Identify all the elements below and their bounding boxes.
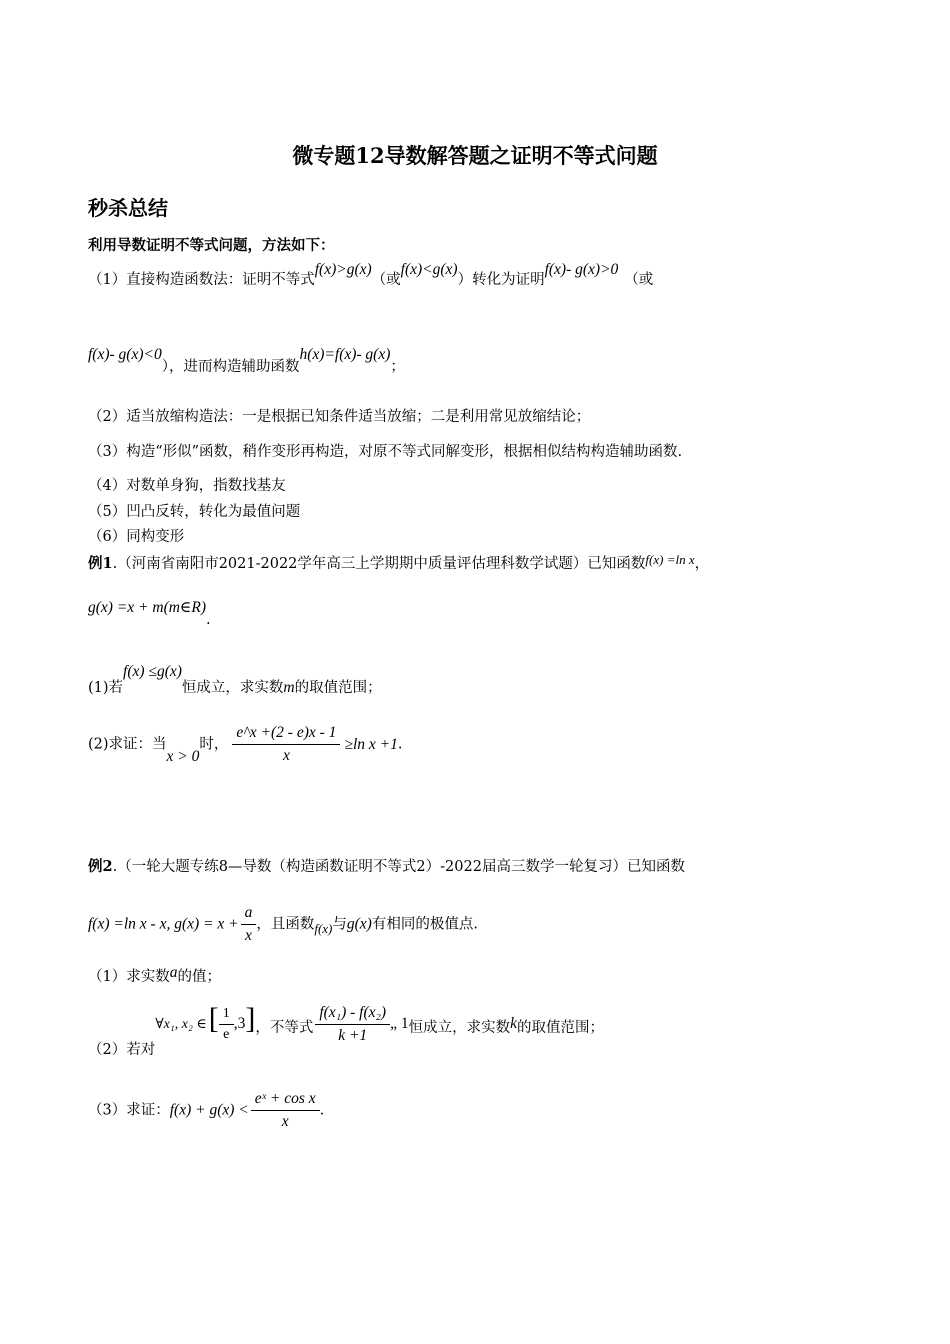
example-2-source: .（一轮大题专练8—导数（构造函数证明不等式2）-2022届高三数学一轮复习）已知函数 [112,859,685,875]
example-2-fg: f(x) =ln x - x, g(x) = x + [88,915,239,933]
example-2-q3-lhs: f(x) + g(x) < [169,1101,249,1119]
example-2-q1-pre: （1）求实数 [88,969,170,985]
example-2-def [88,904,478,945]
example-2-q3-den: x [281,1113,289,1130]
page-title: 微专题12导数解答题之证明不等式问题 [292,143,658,168]
method-1-label: （1）直接构造函数法：证明不等式 [88,272,315,288]
method-1-formula-c: f(x)- g(x)>0 [544,261,619,278]
example-1-q1-end: 的取值范围； [294,680,382,696]
example-1-q1-post: 恒成立，求实数 [181,680,284,696]
example-1-source: .（河南省南阳市2021-2022学年高三上学期期中质量评估理科数学试题）已知函数 [112,556,646,572]
example-1-q1-var: m [283,679,295,696]
example-1-f: f(x) =ln x [645,552,695,567]
example-1-q2-end: . [397,736,403,753]
example-1-q2-mid: 时， [199,736,229,753]
example-2-q3-pre: （3）求证： [88,1102,170,1119]
method-3: （3）构造“形似”函数，稍作变形再构造，对原不等式同解变形，根据相似结构构造辅助函数. [88,444,683,460]
example-2-and: 与 [332,916,347,933]
example-2-q2-interval-den: e [223,1026,230,1042]
method-1-or: （或 [371,272,401,288]
example-2-q2-rbracket: ] [245,1002,256,1035]
method-1-tail: （或 [624,272,654,288]
example-2-fname: f(x) [314,920,333,936]
example-1-header [88,552,709,573]
example-2-header [88,855,685,876]
example-2-fg-post: ，且函数 [256,916,315,933]
method-1-line [88,261,654,289]
example-2-fg-fraction [241,904,257,945]
example-2-q2-rel: „ 1 [390,1015,409,1032]
example-1-label: 例1 [88,555,113,572]
method-4: （4）对数单身狗，指数找基友 [88,478,286,494]
intro-text: 利用导数证明不等式问题，方法如下： [88,237,335,254]
method-1-end: ； [390,359,405,375]
example-1-q2-pre: (2)求证：当 [88,736,167,753]
example-1-dot: . [206,612,211,628]
example-2-fg-end: 有相同的极值点. [371,916,478,933]
example-2-q2-forall: ∀x₁, x₂ ∈ [155,1017,207,1032]
example-2-q2-den: k +1 [338,1026,368,1044]
method-1-line-2 [88,343,405,375]
example-2-q1 [88,965,221,986]
method-5: （5）凹凸反转，转化为最值问题 [88,504,301,520]
method-1-formula-a: f(x)>g(x) [314,261,372,278]
example-1-q2 [88,724,402,765]
example-2-fg-den: x [245,927,252,944]
method-1-formula-d: f(x)- g(x)<0 [88,346,162,363]
example-2-q1-var: a [169,964,178,981]
example-1-g-line [88,598,211,628]
example-2-q2-pre: （2）若对 [88,1042,156,1058]
example-2-q2-fraction [315,1004,390,1045]
method-6: （6）同构变形 [88,529,185,545]
example-1-g: g(x) =x + m(m∈R) [88,599,207,616]
example-2-q2-interval-num: 1 [219,1006,234,1025]
example-1-comma: ， [694,556,710,572]
example-1-q2-rhs: ≥ln x +1 [344,735,398,753]
example-2-q2-post: 恒成立，求实数 [408,1020,511,1036]
example-1-q2-num: e^x +(2 - e)x - 1 [232,724,340,745]
example-2-q2-var: k [510,1015,517,1032]
example-2-q1-end: 的值； [177,969,221,985]
method-2: （2）适当放缩构造法：一是根据已知条件适当放缩；二是利用常见放缩结论； [88,409,591,425]
example-2-q2-interval-tail: ,3 [233,1015,246,1032]
example-2-q2-num: f(x₁) - f(x₂) [315,1004,390,1025]
example-2-q3 [88,1090,324,1131]
example-2-q3-end: . [319,1102,325,1119]
example-2-q2-mid: ，不等式 [255,1020,314,1036]
example-2-q2-lbracket: [ [208,1002,219,1035]
example-2-q2 [88,1002,604,1058]
example-1-q2-cond: x > 0 [166,747,200,765]
example-1-q1-pre: (1)若 [88,680,124,696]
example-2-gname: g(x) [346,915,372,933]
method-1-formula-e: h(x)=f(x)- g(x) [299,346,391,363]
example-2-q3-num: eˣ + cos x [251,1090,320,1111]
example-1-q1 [88,663,382,697]
example-1-q1-math: f(x) ≤g(x) [123,663,182,680]
example-2-q2-interval [219,1006,234,1043]
example-2-q3-fraction [251,1090,320,1131]
section-heading: 秒杀总结 [88,196,168,220]
example-2-q2-end: 的取值范围； [516,1020,604,1036]
method-1-close: ），进而构造辅助函数 [161,359,300,375]
example-2-label: 例2 [88,858,113,875]
method-1-mid: ）转化为证明 [457,272,545,288]
example-1-q2-fraction [232,724,340,765]
example-2-fg-num: a [241,904,257,925]
method-1-formula-b: f(x)<g(x) [400,261,458,278]
example-1-q2-den: x [282,747,290,764]
